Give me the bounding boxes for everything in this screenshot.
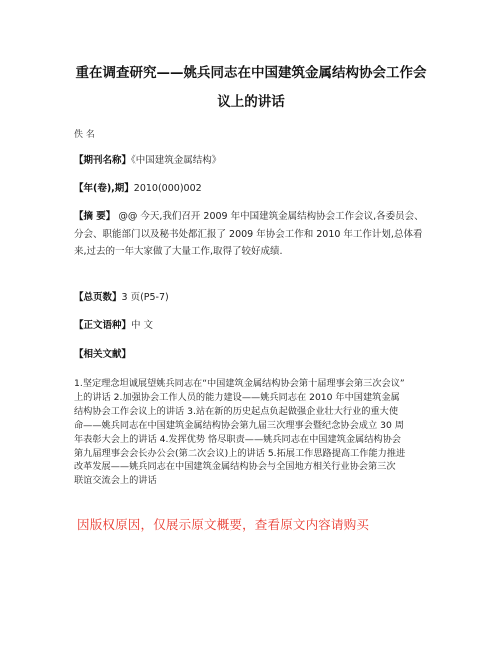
language-field — [74, 318, 434, 334]
journal-label: 【期刊名称】 — [74, 155, 132, 166]
abstract-line-3: 来,过去的一年大家做了大量工作,取得了较好成绩. — [74, 246, 283, 257]
abstract-line-1 — [74, 208, 434, 226]
language-value: 中 文 — [131, 320, 154, 331]
page-count-label: 【总页数】 — [74, 292, 122, 303]
page-count-field — [74, 290, 434, 306]
reference-line: 上的讲话 2.加强协会工作人员的能力建设——姚兵同志在 2010 年中国建筑金属 — [74, 391, 400, 403]
abstract-label: 【摘 要】 — [74, 211, 116, 222]
reference-line: 改革发展——姚兵同志在中国建筑金属结构协会与全国地方相关行业协会第三次 — [74, 461, 396, 473]
copyright-purchase-notice[interactable]: 因版权原因，仅展示原文概要，查看原文内容请购买 — [77, 517, 370, 532]
year-issue-value: 2010(000)002 — [133, 183, 202, 194]
references-list — [74, 377, 434, 488]
reference-line: 联谊交流会上的讲话 — [74, 475, 157, 487]
reference-line: 1.坚定理念坦诚展望姚兵同志在“中国建筑金属结构协会第十届理事会第三次会议” — [74, 378, 405, 389]
reference-line: 年表彰大会上的讲话 4.发挥优势 恪尽职责——姚兵同志在中国建筑金属结构协会 — [74, 433, 401, 445]
page-count-value: 3 页(P5-7) — [121, 292, 169, 303]
language-label: 【正文语种】 — [74, 320, 132, 331]
reference-line: 命——姚兵同志在中国建筑金属结构协会第九届三次理事会暨纪念协会成立 30 周 — [74, 419, 404, 431]
reference-line: 结构协会工作会议上的讲话 3.站在新的历史起点负起做强企业壮大行业的重大使 — [74, 405, 399, 417]
year-issue-label: 【年(卷),期】 — [74, 183, 134, 194]
author: 佚 名 — [74, 130, 95, 140]
abstract-line-2: 分会、职能部门以及秘书处都汇报了 2009 年协会工作和 2010 年工作计划,总体看 — [74, 228, 423, 240]
journal-value: 《中国建筑金属结构》 — [131, 155, 222, 166]
document-title-line-2: 议上的讲话 — [217, 94, 285, 110]
reference-line: 第九届理事会会长办公会(第二次会议)上的讲话 5.拓展工作思路提高工作能力推进 — [74, 447, 406, 459]
abstract-field — [74, 208, 434, 261]
journal-field — [74, 153, 434, 169]
references-heading — [74, 347, 434, 363]
references-label: 【相关文献】 — [74, 349, 132, 360]
year-issue-field — [74, 181, 434, 197]
abstract-text: @@ 今天,我们召开 2009 年中国建筑金属结构协会工作会议,各委员会、 — [118, 211, 424, 222]
document-title-line-1: 重在调查研究——姚兵同志在中国建筑金属结构协会工作会 — [75, 65, 427, 81]
